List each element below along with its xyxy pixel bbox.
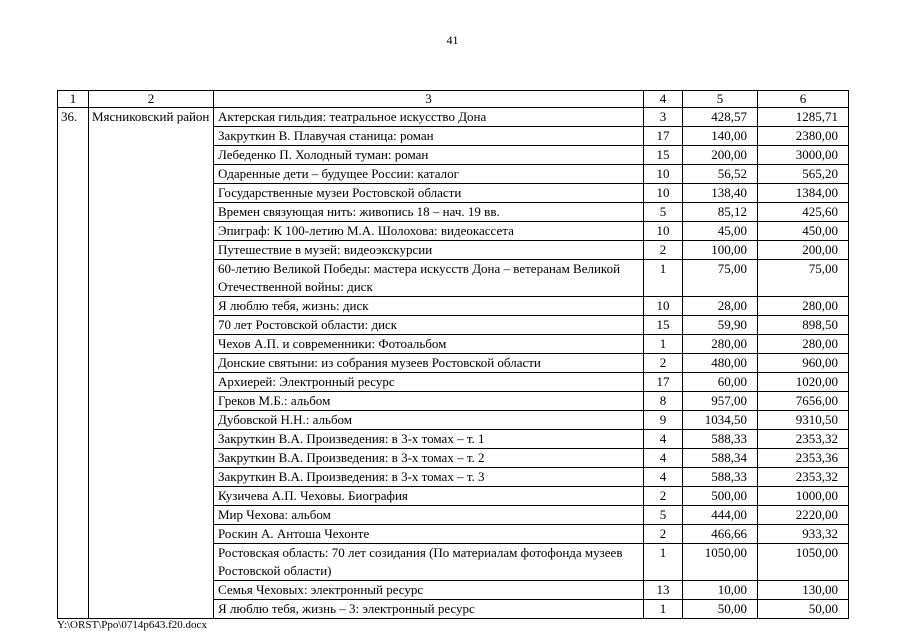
item-total: 933,32 [758,525,849,544]
item-price: 957,00 [683,392,758,411]
item-total: 2380,00 [758,127,849,146]
item-price: 45,00 [683,222,758,241]
item-total: 75,00 [758,260,849,297]
item-total: 1050,00 [758,544,849,581]
item-qty: 4 [644,449,683,468]
item-qty: 17 [644,373,683,392]
item-total: 1000,00 [758,487,849,506]
item-title: Путешествие в музей: видеоэкскурсии [214,241,644,260]
item-total: 9310,50 [758,411,849,430]
item-title: Государственные музеи Ростовской области [214,184,644,203]
item-price: 10,00 [683,581,758,600]
item-price: 85,12 [683,203,758,222]
item-qty: 1 [644,600,683,619]
item-qty: 10 [644,165,683,184]
col-header-1: 1 [58,91,89,108]
item-qty: 17 [644,127,683,146]
item-qty: 15 [644,146,683,165]
item-qty: 5 [644,506,683,525]
item-title: Закруткин В. Плавучая станица: роман [214,127,644,146]
item-price: 140,00 [683,127,758,146]
item-price: 28,00 [683,297,758,316]
item-total: 50,00 [758,600,849,619]
item-price: 500,00 [683,487,758,506]
item-total: 960,00 [758,354,849,373]
item-total: 1285,71 [758,108,849,127]
item-total: 2220,00 [758,506,849,525]
item-title: 60-летию Великой Победы: мастера искусств Дона – ветеранам Великой Отечественной войны: диск [214,260,644,297]
item-qty: 4 [644,468,683,487]
item-qty: 2 [644,241,683,260]
item-title: Архиерей: Электронный ресурс [214,373,644,392]
col-header-2: 2 [89,91,214,108]
item-total: 2353,36 [758,449,849,468]
item-total: 2353,32 [758,430,849,449]
item-total: 425,60 [758,203,849,222]
district-cell: Мясниковский район [89,108,214,619]
page-number: 41 [446,33,459,47]
item-price: 200,00 [683,146,758,165]
item-title: Закруткин В.А. Произведения: в 3-х томах – т. 1 [214,430,644,449]
item-title: Ростовская область: 70 лет созидания (По материалам фотофонда музеев Ростовской области) [214,544,644,581]
item-title: Донские святыни: из собрания музеев Ростовской области [214,354,644,373]
item-title: Закруткин В.А. Произведения: в 3-х томах – т. 3 [214,468,644,487]
item-price: 138,40 [683,184,758,203]
item-title: Лебеденко П. Холодный туман: роман [214,146,644,165]
col-header-3: 3 [214,91,644,108]
item-title: Одаренные дети – будущее России: каталог [214,165,644,184]
item-total: 3000,00 [758,146,849,165]
row-number-cell: 36. [58,108,89,619]
item-title: Я люблю тебя, жизнь: диск [214,297,644,316]
item-title: Кузичева А.П. Чеховы. Биография [214,487,644,506]
item-price: 100,00 [683,241,758,260]
column-number-row [58,91,849,108]
col-header-5: 5 [683,91,758,108]
item-title: Роскин А. Антоша Чехонте [214,525,644,544]
item-title: Дубовской Н.Н.: альбом [214,411,644,430]
item-qty: 2 [644,525,683,544]
item-qty: 1 [644,544,683,581]
item-qty: 2 [644,354,683,373]
item-qty: 1 [644,335,683,354]
item-qty: 9 [644,411,683,430]
item-price: 480,00 [683,354,758,373]
allocation-table [57,90,849,619]
table-row [58,108,849,127]
col-header-4: 4 [644,91,683,108]
item-price: 444,00 [683,506,758,525]
item-price: 466,66 [683,525,758,544]
item-title: 70 лет Ростовской области: диск [214,316,644,335]
item-price: 59,90 [683,316,758,335]
item-qty: 10 [644,184,683,203]
item-qty: 3 [644,108,683,127]
item-total: 280,00 [758,335,849,354]
item-title: Чехов А.П. и современники: Фотоальбом [214,335,644,354]
item-price: 1050,00 [683,544,758,581]
item-qty: 10 [644,222,683,241]
item-title: Мир Чехова: альбом [214,506,644,525]
item-total: 130,00 [758,581,849,600]
item-total: 450,00 [758,222,849,241]
item-qty: 8 [644,392,683,411]
item-title: Времен связующая нить: живопись 18 – нач. 19 вв. [214,203,644,222]
item-title: Актерская гильдия: театральное искусство Дона [214,108,644,127]
item-price: 1034,50 [683,411,758,430]
item-title: Греков М.Б.: альбом [214,392,644,411]
item-price: 280,00 [683,335,758,354]
item-price: 60,00 [683,373,758,392]
item-title: Эпиграф: К 100-летию М.А. Шолохова: видеокассета [214,222,644,241]
item-total: 2353,32 [758,468,849,487]
item-total: 565,20 [758,165,849,184]
item-price: 428,57 [683,108,758,127]
col-header-6: 6 [758,91,849,108]
item-total: 898,50 [758,316,849,335]
item-price: 50,00 [683,600,758,619]
item-total: 200,00 [758,241,849,260]
item-title: Я люблю тебя, жизнь – 3: электронный ресурс [214,600,644,619]
item-title: Семья Чеховых: электронный ресурс [214,581,644,600]
item-total: 1384,00 [758,184,849,203]
item-price: 75,00 [683,260,758,297]
item-qty: 5 [644,203,683,222]
item-total: 7656,00 [758,392,849,411]
item-qty: 13 [644,581,683,600]
item-qty: 15 [644,316,683,335]
item-qty: 4 [644,430,683,449]
item-total: 280,00 [758,297,849,316]
item-price: 588,34 [683,449,758,468]
item-qty: 10 [644,297,683,316]
item-title: Закруткин В.А. Произведения: в 3-х томах – т. 2 [214,449,644,468]
item-price: 588,33 [683,468,758,487]
item-price: 588,33 [683,430,758,449]
document-path: Y:\ORST\Ppo\0714p643.f20.docx [57,619,207,631]
item-total: 1020,00 [758,373,849,392]
item-qty: 2 [644,487,683,506]
item-qty: 1 [644,260,683,297]
item-price: 56,52 [683,165,758,184]
